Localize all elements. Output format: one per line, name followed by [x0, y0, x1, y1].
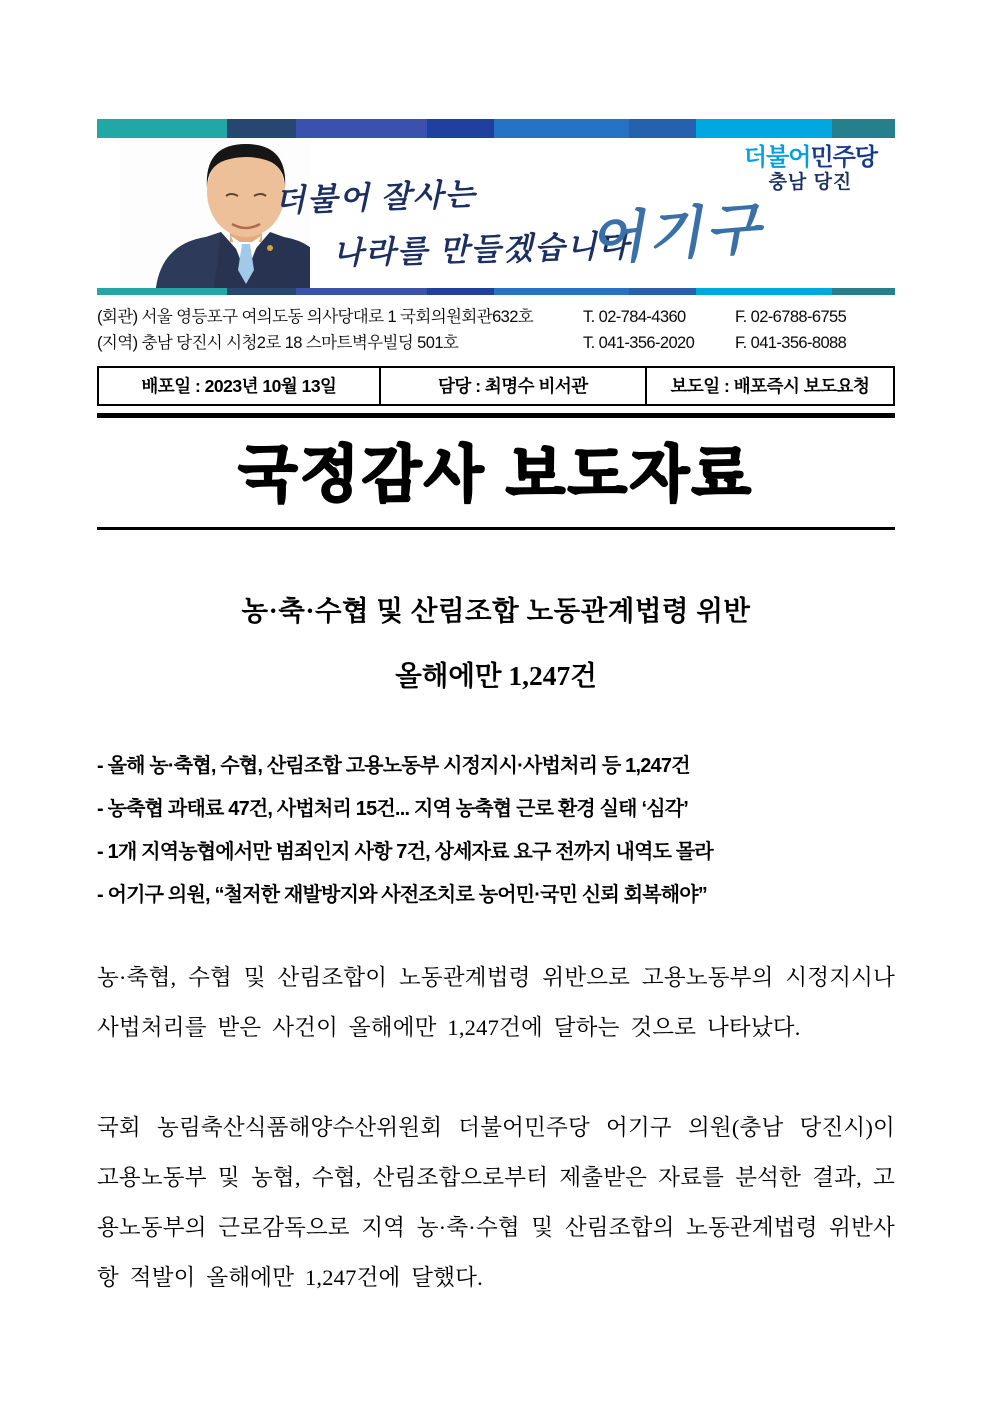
party-name-dark: 민주당 [810, 144, 877, 171]
signature-eo-gi-gu: 어기구 [587, 197, 766, 272]
district-tel: T. 041-356-2020 [583, 334, 695, 352]
summary-bullet-2: - 농축협 과태료 47건, 사법처리 15건... 지역 농축협 근로 환경 실태 ‘심각’ [97, 798, 689, 820]
bar-segment [296, 119, 428, 138]
assembly-fax: F. 02-6788-6755 [735, 308, 847, 326]
decorative-top-bar [97, 119, 895, 138]
bar-segment [97, 288, 227, 295]
letterhead [97, 119, 895, 295]
article-body [97, 953, 895, 1303]
decorative-bottom-bar [97, 288, 895, 295]
district-fax: F. 041-356-8088 [735, 334, 847, 352]
bar-segment [494, 288, 630, 295]
document-type-title: 국정감사 보도자료 [238, 440, 754, 508]
divider-medium [97, 527, 895, 530]
press-release-page [97, 0, 895, 1303]
bar-segment [696, 119, 832, 138]
body-paragraph-1: 농·축협, 수협 및 산림조합이 노동관계법령 위반으로 고용노동부의 시정지시나 사법처리를 받은 사건이 올해에만 1,247건에 달하는 것으로 나타났다. [97, 965, 895, 1040]
contact-person-cell: 담당 : 최명수 비서관 [381, 368, 647, 404]
summary-bullet-4: - 어기구 의원, “철저한 재발방지와 사전조치로 농어민·국민 신뢰 회복해야” [97, 884, 708, 906]
district-phones [583, 330, 895, 356]
assembly-address: (회관) 서울 영등포구 여의도동 의사당대로 1 국회의원회관632호 [97, 308, 534, 326]
bar-segment [832, 288, 895, 295]
bar-segment [696, 288, 832, 295]
contact-row-assembly [97, 304, 895, 330]
bar-segment [296, 288, 428, 295]
summary-bullet-1: - 올해 농·축협, 수협, 산림조합 고용노동부 시정지시·사법처리 등 1,247건 [97, 755, 690, 777]
assembly-phones [583, 304, 895, 330]
release-date-cell: 배포일 : 2023년 10월 13일 [99, 368, 381, 404]
bar-segment [427, 119, 493, 138]
district-address: (지역) 충남 당진시 시청2로 18 스마트벽우빌딩 501호 [97, 334, 459, 352]
slogan-line-2: 나라를 만들겠습니다 [332, 228, 631, 271]
bar-segment [427, 288, 493, 295]
headline-line-1: 농·축·수협 및 산림조합 노동관계법령 위반 [241, 595, 751, 626]
summary-bullet-3: - 1개 지역농협에서만 범죄인지 사항 7건, 상세자료 요구 전까지 내역도 몰라 [97, 841, 713, 863]
release-info-table [97, 366, 895, 406]
contact-row-district [97, 330, 895, 356]
header-main [97, 138, 895, 288]
contact-info [97, 304, 895, 356]
report-date-cell: 보도일 : 배포즉시 보도요청 [670, 376, 870, 396]
party-logo [744, 144, 877, 193]
bar-segment [629, 119, 696, 138]
bar-segment [97, 119, 227, 138]
headline-line-2: 올해에만 1,247건 [395, 660, 597, 691]
party-name-light: 더불어 [743, 144, 811, 171]
bar-segment [494, 119, 630, 138]
summary-bullets [97, 745, 895, 917]
bar-segment [629, 288, 696, 295]
bar-segment [227, 119, 296, 138]
bar-segment [227, 288, 296, 295]
headline [97, 588, 895, 693]
party-region: 충남 당진 [768, 171, 853, 193]
slogan-line-1: 더불어 잘사는 [274, 176, 478, 219]
body-paragraph-2: 국회 농림축산식품해양수산위원회 더불어민주당 어기구 의원(충남 당진시)이 고용노동부 및 농협, 수협, 산림조합으로부터 제출받은 자료를 분석한 결과, 고용노동부의 근로감독으로 지역 농·축·수협 및 산림조합의 노동관계법령 위반사항 적발이 올해에만 1,247건에 달했다. [97, 1115, 895, 1290]
party-name [744, 144, 877, 172]
assembly-tel: T. 02-784-4360 [583, 308, 686, 326]
bar-segment [832, 119, 895, 138]
